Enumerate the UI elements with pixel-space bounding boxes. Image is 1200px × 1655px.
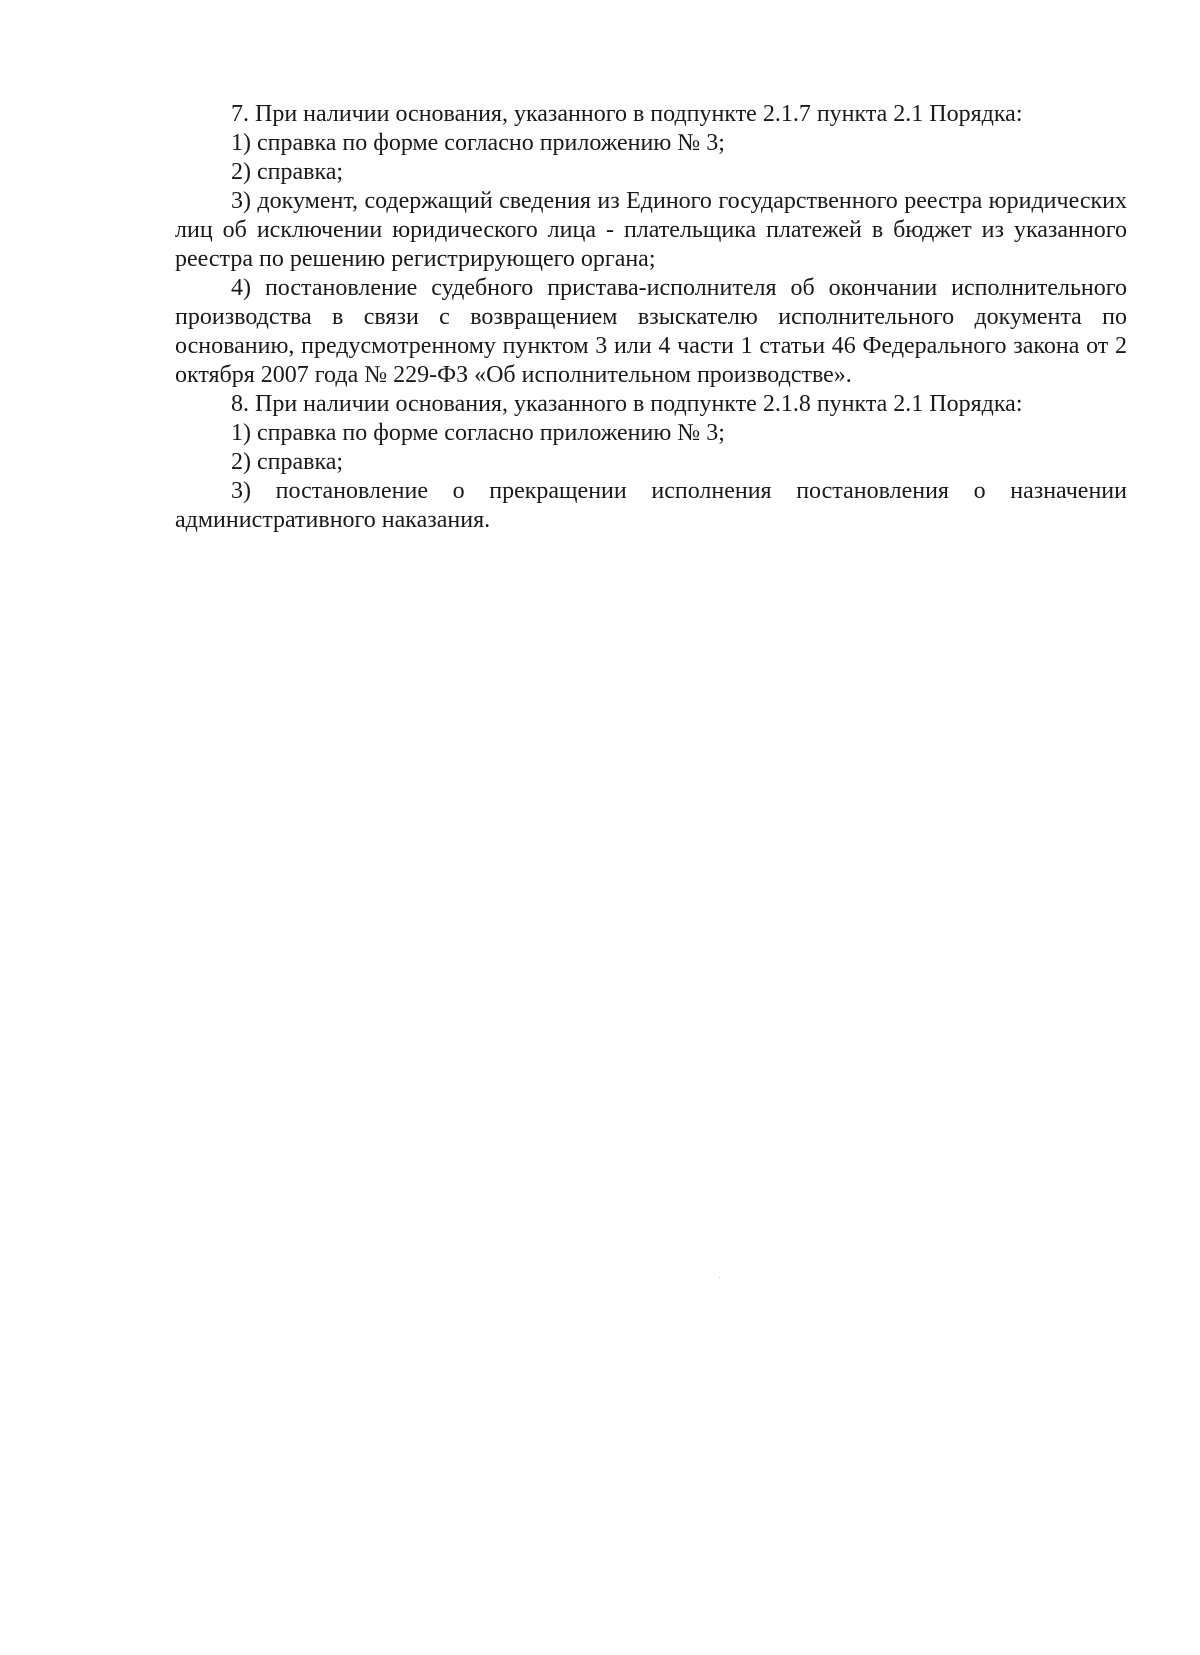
section-7-item-4: 4) постановление судебного пристава-исполнителя об окончании исполнительного производства в связи с возвращением взыскателю исполнительного документа по основанию, предусмотренному пунктом 3 или 4 части 1 статьи 46 Федерального закона от 2 октября 2007 года № 229-ФЗ «Об исполнительном производстве». (175, 275, 1127, 388)
section-8-item-1: 1) справка по форме согласно приложению № 3; (231, 420, 725, 446)
document-body (175, 100, 1127, 535)
section-8-item-2: 2) справка; (231, 449, 344, 475)
section-7-item-2: 2) справка; (231, 159, 344, 185)
scan-speck (719, 1277, 720, 1278)
section-7-item-1: 1) справка по форме согласно приложению № 3; (231, 130, 725, 156)
section-8-heading: 8. При наличии основания, указанного в подпункте 2.1.8 пункта 2.1 Порядка: (231, 391, 1023, 417)
section-8-item-3: 3) постановление о прекращении исполнения постановления о назначении административного наказания. (175, 478, 1127, 533)
section-7-item-3: 3) документ, содержащий сведения из Единого государственного реестра юридических лиц об исключении юридического лица - плательщика платежей в бюджет из указанного реестра по решению регистрирующего органа; (175, 188, 1127, 272)
section-7-heading: 7. При наличии основания, указанного в подпункте 2.1.7 пункта 2.1 Порядка: (231, 101, 1023, 127)
